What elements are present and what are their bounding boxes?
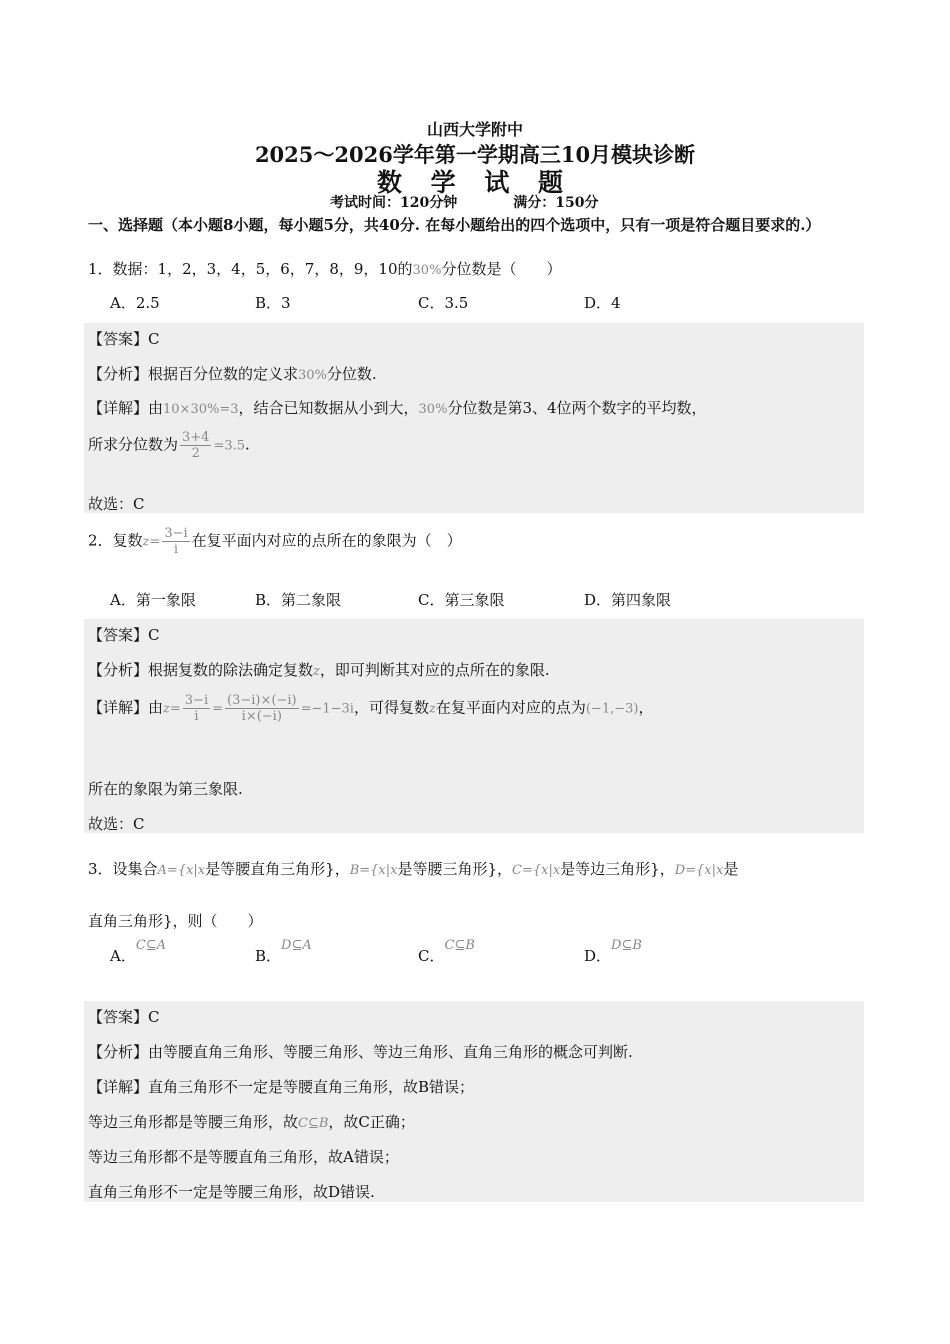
q2-detail-line2: 所在的象限为第三象限. [88,780,243,798]
math-percent: 30% [412,263,442,278]
q1-option-d: D．4 [584,294,621,312]
q3-detail-4: 直角三角形不一定是等腰三角形，故D错误. [88,1183,375,1201]
section-heading: 一、选择题（本小题8小题，每小题5分，共40分. 在每小题给出的四个选项中，只有一项是符合题目要求的.） [88,216,821,234]
q2-solution-box [84,619,864,833]
question-2-stem: 2．复数z= $\frac{3-i}{i}$ 在复平面内对应的点所在的象限为（ ） [88,526,462,557]
q3-option-c: C．C⊆B [418,938,475,965]
exam-term: 2025～2026学年第一学期高三10月模块诊断 [254,142,696,167]
q2-choose: 故选：C [88,815,145,833]
q1-option-a: A．2.5 [110,294,160,312]
q3-option-a: A．C⊆A [110,938,167,965]
q2-option-c: C．第三象限 [418,591,505,609]
q2-detail: 【详解】由z= $\frac{3-i}{i}$ = $\frac{(3-i)\times(-i)}{i\times(-i)}$ =−1−3i，可得复数z在复平面内对应的点为(−1,−3)， [88,693,654,724]
q3-solution-box [84,1001,864,1202]
q2-analysis: 【分析】根据复数的除法确定复数z，即可判断其对应的点所在的象限. [88,661,550,679]
q3-option-d: D．D⊆B [584,938,642,965]
exam-score: 满分：150分 [513,195,599,211]
q2-option-d: D．第四象限 [584,591,672,609]
q3-answer: 【答案】C [88,1008,160,1026]
q1-result: 所求分位数为 $\frac{3+4}{2}$ =3.5. [88,430,250,461]
q2-option-a: A．第一象限 [110,591,196,609]
question-1-stem: 1．数据：1，2，3，4，5，6，7，8，9，10的30%分位数是（ ） [88,260,562,278]
q1-option-c: C．3.5 [418,294,469,312]
q3-option-b: B．D⊆A [255,938,312,965]
q1-detail: 【详解】由10×30%=3，结合已知数据从小到大，30%分位数是第3、4位两个数字的平均数， [88,399,707,417]
question-3-stem-line2: 直角三角形}，则（ ） [88,912,263,930]
q3-detail-2: 等边三角形都是等腰三角形，故C⊆B，故C正确； [88,1113,415,1131]
q2-option-b: B．第二象限 [255,591,342,609]
q3-detail-1: 【详解】直角三角形不一定是等腰直角三角形，故B错误； [88,1078,475,1096]
q1-analysis: 【分析】根据百分位数的定义求30%分位数. [88,365,377,383]
exam-meta [330,192,654,212]
q1-option-b: B．3 [255,294,291,312]
q3-detail-3: 等边三角形都不是等腰直角三角形，故A错误； [88,1148,399,1166]
question-3-stem: 3．设集合A={x|x是等腰直角三角形}，B={x|x是等腰三角形}，C={x|x是等边三角形}，D={x|x是 [88,860,739,878]
q1-choose: 故选：C [88,495,145,513]
q2-answer: 【答案】C [88,626,160,644]
q1-solution-box [84,323,864,513]
q1-answer: 【答案】C [88,330,160,348]
exam-time: 考试时间：120分钟 [330,195,458,211]
school-name: 山西大学附中 [426,120,523,139]
exam-subject: 数 学 试 题 [376,168,574,197]
q3-analysis: 【分析】由等腰直角三角形、等腰三角形、等边三角形、直角三角形的概念可判断. [88,1043,633,1061]
